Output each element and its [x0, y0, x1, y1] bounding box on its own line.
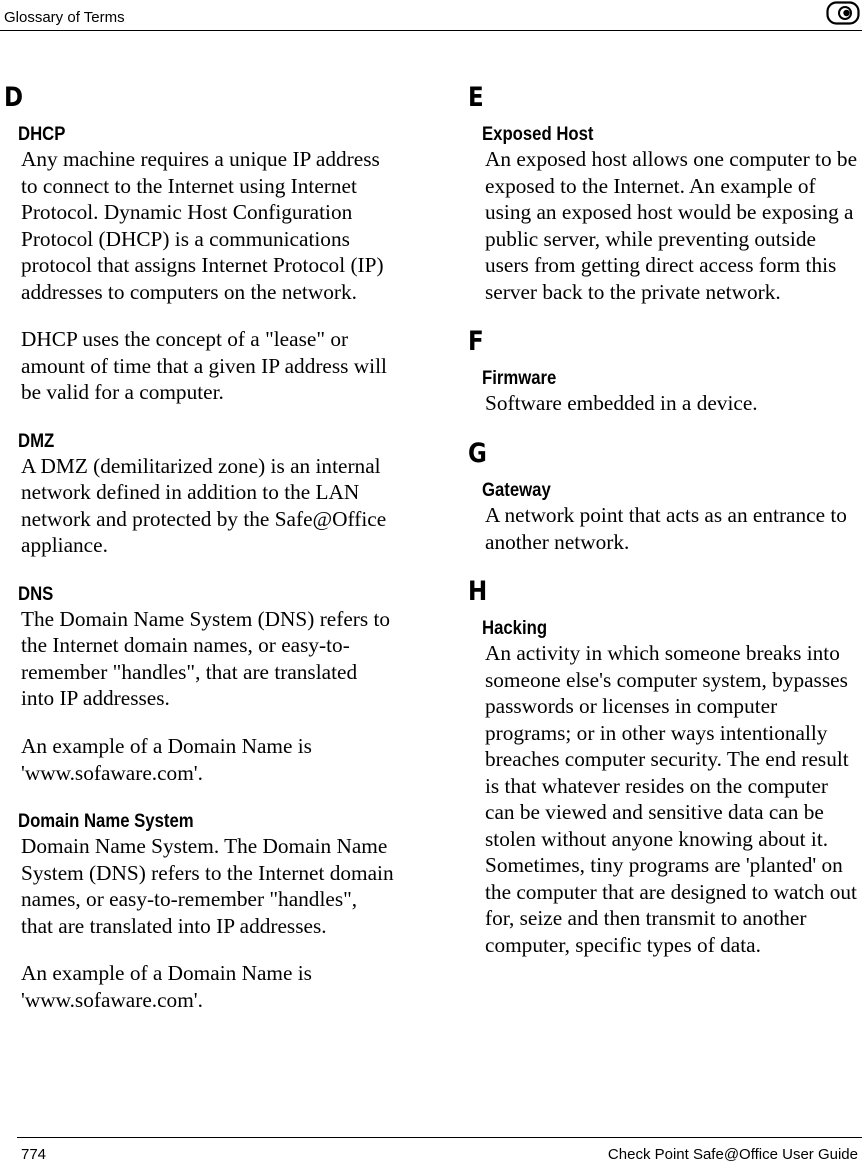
definition-text: Any machine requires a unique IP address to connect to the Internet using Internet Protocol. Dynamic Host Configuration Protocol (DHCP) is a communications protocol that assigns Internet Protocol (IP) addresses to computers on the network. — [21, 147, 384, 304]
section-f — [468, 326, 858, 417]
guide-title: Check Point Safe@Office User Guide — [607, 1146, 858, 1163]
term-title: DHCP — [18, 124, 66, 145]
left-column — [4, 82, 394, 1038]
footer-divider — [17, 1137, 862, 1138]
right-column — [468, 82, 858, 980]
section-letter: H — [468, 576, 488, 608]
section-h — [468, 576, 858, 958]
page-header — [0, 0, 862, 31]
definition-text: DHCP uses the concept of a "lease" or amount of time that a given IP address will be valid for a computer. — [21, 327, 387, 405]
term-title: DMZ — [18, 430, 55, 452]
term-title: DNS — [18, 583, 54, 605]
glossary-entry-dns — [4, 584, 394, 786]
section-e — [468, 82, 858, 305]
definition-text: An example of a Domain Name is 'www.sofaware.com'. — [21, 734, 312, 785]
definition-text: An activity in which someone breaks into someone else's computer system, bypasses passwords or licenses in computer programs; or in other ways intentionally breaches computer security. The end result is that whatever resides on the computer can be viewed and sensitive data can be stolen without anyone knowing about it. Sometimes, tiny programs are 'planted' on the computer that are designed to watch out for, seize and then transmit to another computer, specific types of data. — [485, 641, 857, 957]
eye-logo-icon — [826, 1, 860, 25]
term-title: Domain Name System — [18, 811, 194, 833]
definition-text: An example of a Domain Name is 'www.sofaware.com'. — [21, 961, 312, 1012]
definition-text: Software embedded in a device. — [485, 391, 758, 416]
term-title: Firmware — [482, 368, 557, 390]
term-title: Exposed Host — [482, 124, 594, 145]
section-letter: G — [468, 438, 487, 470]
definition-text: A DMZ (demilitarized zone) is an internal network defined in addition to the LAN network and protected by the Safe@Office appliance. — [21, 453, 387, 558]
definition-text: An exposed host allows one computer to be exposed to the Internet. An example of using an exposed host would be exposing a public server, while preventing outside users from getting direct access form this server back to the private network. — [485, 147, 858, 304]
glossary-entry-dhcp — [4, 124, 394, 406]
header-title: Glossary of Terms — [4, 9, 125, 26]
term-title: Hacking — [482, 618, 548, 640]
section-letter: D — [4, 82, 24, 113]
glossary-entry-gateway — [468, 480, 858, 555]
definition-text: A network point that acts as an entrance to another network. — [485, 503, 847, 554]
section-d — [4, 82, 394, 1013]
glossary-entry-exposed-host — [468, 124, 858, 305]
definition-text: Domain Name System. The Domain Name System (DNS) refers to the Internet domain names, or easy-to-remember "handles", that are translated into IP addresses. — [21, 834, 394, 938]
section-letter: E — [468, 82, 484, 113]
glossary-entry-domain-name-system — [4, 811, 394, 1013]
page-number: 774 — [21, 1146, 47, 1163]
glossary-entry-hacking — [468, 618, 858, 958]
glossary-entry-dmz — [4, 431, 394, 559]
glossary-entry-firmware — [468, 368, 858, 417]
definition-text: The Domain Name System (DNS) refers to the Internet domain names, or easy-to-remember "handles", that are translated into IP addresses. — [21, 606, 391, 711]
section-g — [468, 438, 858, 555]
section-letter: F — [468, 326, 484, 358]
term-title: Gateway — [482, 480, 551, 502]
